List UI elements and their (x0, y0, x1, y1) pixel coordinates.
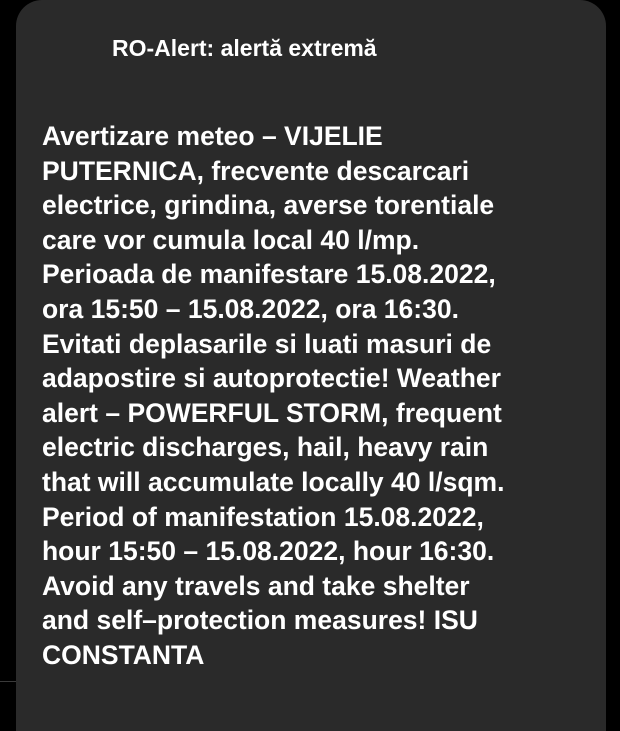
alert-message-line: Avertizare meteo – VIJELIE (42, 121, 383, 151)
alert-message-line: Avoid any travels and take shelter (42, 570, 470, 601)
alert-message-line: Perioada de manifestare 15.08.2022, (42, 259, 496, 290)
alert-message-line: that will accumulate locally 40 l/sqm. (42, 466, 505, 497)
alert-message-line: ora 15:50 – 15.08.2022, ora 16:30. (42, 293, 459, 324)
alert-message-line: and self–protection measures! ISU (42, 605, 478, 636)
list-divider (0, 681, 16, 682)
alert-message-line: electric discharges, hail, heavy rain (42, 432, 489, 463)
alert-message-line: Period of manifestation 15.08.2022, (42, 501, 484, 532)
alert-message-line: Evitati deplasarile si luati masuri de (42, 328, 492, 359)
alert-message-line: care vor cumula local 40 l/mp. (42, 224, 420, 255)
emergency-alert-card[interactable] (16, 0, 606, 731)
alert-message-line: PUTERNICA, frecvente descarcari (42, 155, 470, 186)
alert-message-line: CONSTANTA (42, 639, 205, 670)
alert-message-line: adapostire si autoprotectie! Weather (42, 363, 501, 394)
alert-message-body (42, 119, 602, 673)
alert-message-line: hour 15:50 – 15.08.2022, hour 16:30. (42, 536, 495, 567)
alert-message-line: electrice, grindina, averse torentiale (42, 190, 495, 221)
alert-message-line: alert – POWERFUL STORM, frequent (42, 397, 502, 428)
alert-title: RO-Alert: alertă extremă (112, 35, 377, 61)
